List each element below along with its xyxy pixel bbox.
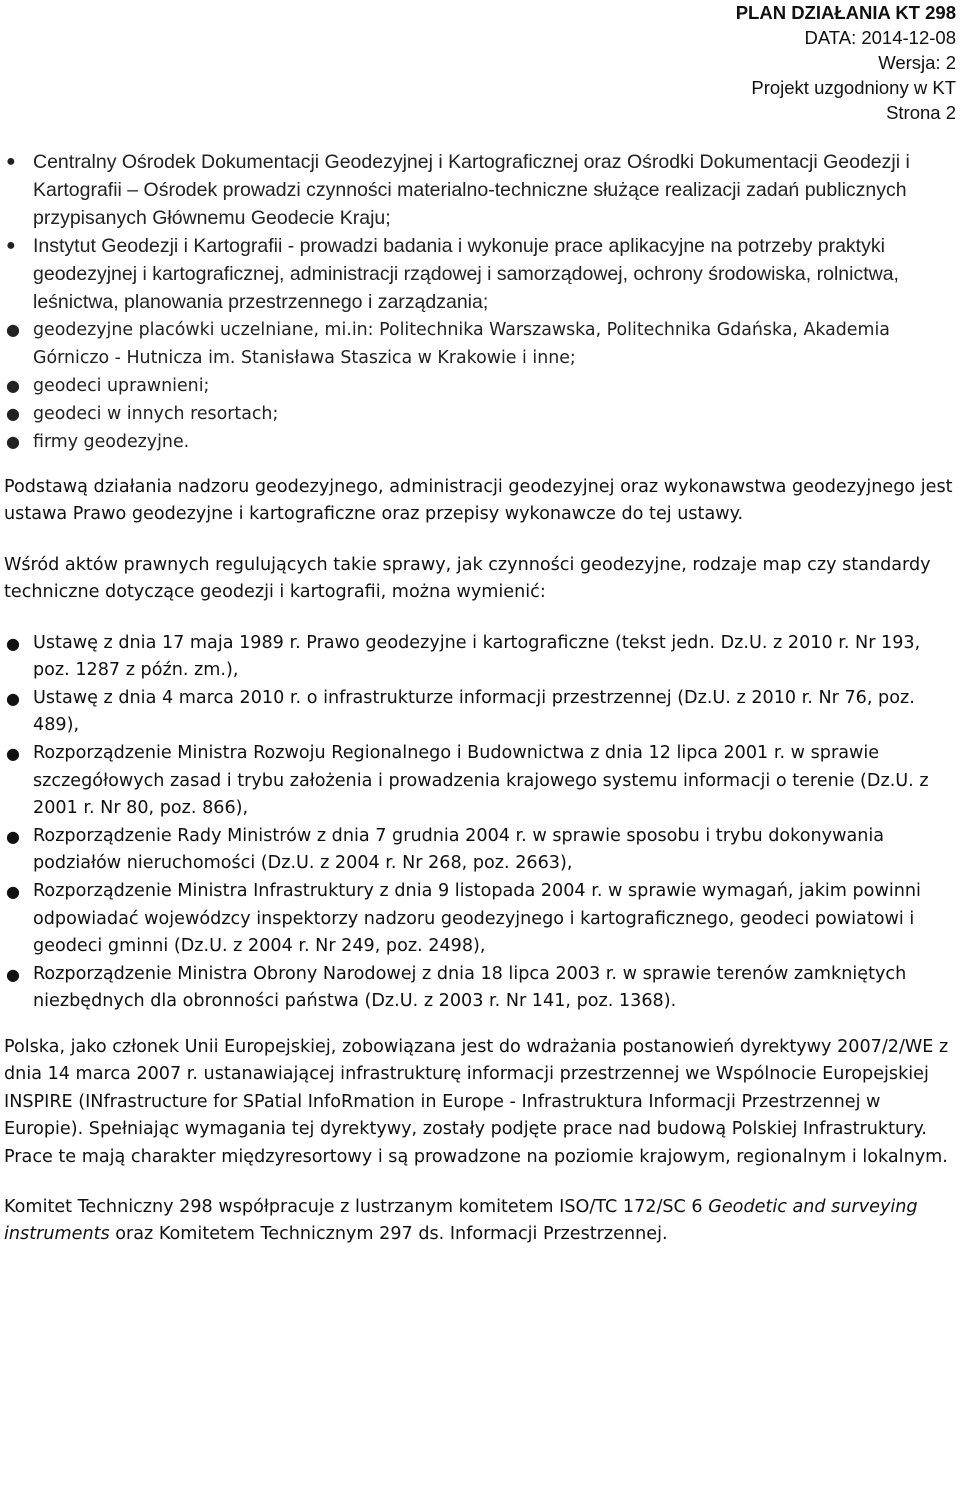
document-status: Projekt uzgodniony w KT <box>751 77 956 98</box>
institutions-list <box>4 148 934 456</box>
list-item <box>4 148 934 232</box>
list-item-text: geodezyjne placówki uczelniane, mi.in: Politechnika Warszawska, Politechnika Gdańska, Akademia Górniczo - Hutnicza im. Stanisława Staszica w Krakowie i inne; <box>33 320 890 368</box>
paragraph-eu: Polska, jako członek Unii Europejskiej, zobowiązana jest do wdrażania postanowień dyrektywy 2007/2/WE z dnia 14 marca 2007 r. ustanawiającej infrastrukturę informacji przestrzennej we Wspólnocie Europejskiej INSPIRE (INfrastructure for SPatial InfoRmation in Europe - Infrastruktura Informacji Przestrzennej w Europie). Spełniając wymagania tej dyrektywy, zostały podjęte prace nad budową Polskiej Infrastruktury. Prace te mają charakter międzyresortowy i są prowadzone na poziomie krajowym, regionalnym i lokalnym. <box>4 1036 949 1167</box>
list-item <box>4 630 958 685</box>
list-item <box>4 372 934 400</box>
bullet-icon: ● <box>6 688 20 708</box>
paragraph-kt-italic: Geodetic and surveying instruments <box>4 1196 918 1245</box>
document-header <box>736 0 956 125</box>
list-item-text: Instytut Geodezji i Kartografii - prowadzi badania i wykonuje prace aplikacyjne na potrzeby praktyki geodezyjnej i kartograficznej, administracji rządowej i samorządowej, ochrony środowiska, rolnictwa, leśnictwa, planowania przestrzennego i zarządzania; <box>33 235 899 313</box>
paragraph-kt-text-end: oraz Komitetem Technicznym 297 ds. Informacji Przestrzennej. <box>109 1224 668 1245</box>
paragraph-basis: Podstawą działania nadzoru geodezyjnego, administracji geodezyjnej oraz wykonawstwa geodezyjnego jest ustawa Prawo geodezyjne i kartograficzne oraz przepisy wykonawcze do tej ustawy. <box>4 477 953 525</box>
list-item <box>4 400 934 428</box>
bullet-icon: ● <box>6 237 16 254</box>
list-item-text: firmy geodezyjne. <box>33 432 190 452</box>
list-item <box>4 428 934 456</box>
document-version: Wersja: 2 <box>878 52 956 73</box>
bullet-icon: ● <box>6 404 20 423</box>
legal-acts-list <box>4 630 958 1016</box>
bullet-icon: ● <box>6 432 20 451</box>
bullet-icon: ● <box>6 633 20 653</box>
bullet-icon: ● <box>6 881 20 901</box>
bullet-icon: ● <box>6 153 16 170</box>
paragraph-kt-text: Komitet Techniczny 298 współpracuje z lustrzanym komitetem ISO/TC 172/SC 6 <box>4 1196 709 1217</box>
list-item-text: Ustawę z dnia 4 marca 2010 r. o infrastrukturze informacji przestrzennej (Dz.U. z 2010 r. Nr 76, poz. 489), <box>33 687 915 736</box>
paragraph-acts-intro: Wśród aktów prawnych regulujących takie sprawy, jak czynności geodezyjne, rodzaje map czy standardy techniczne dotyczące geodezji i kartografii, można wymienić: <box>4 554 931 603</box>
list-item-text: Rozporządzenie Rady Ministrów z dnia 7 grudnia 2004 r. w sprawie sposobu i trybu dokonywania podziałów nieruchomości (Dz.U. z 2004 r. Nr 268, poz. 2663), <box>33 825 885 874</box>
bullet-icon: ● <box>6 826 20 846</box>
list-item <box>4 685 958 740</box>
list-item-text: Ustawę z dnia 17 maja 1989 r. Prawo geodezyjne i kartograficzne (tekst jedn. Dz.U. z 2010 r. Nr 193, poz. 1287 z późn. zm.), <box>33 632 921 681</box>
list-item <box>4 740 958 823</box>
list-item <box>4 316 934 372</box>
list-item <box>4 961 958 1016</box>
bullet-icon: ● <box>6 964 20 984</box>
list-item-text: geodeci uprawnieni; <box>33 376 210 396</box>
page-number: Strona 2 <box>886 102 956 123</box>
list-item-text: Rozporządzenie Ministra Obrony Narodowej z dnia 18 lipca 2003 r. w sprawie terenów zamkniętych niezbędnych dla obronności państwa (Dz.U. z 2003 r. Nr 141, poz. 1368). <box>33 963 907 1012</box>
list-item-text: geodeci w innych resortach; <box>33 404 279 424</box>
document-date: DATA: 2014-12-08 <box>804 27 956 48</box>
bullet-icon: ● <box>6 744 20 763</box>
list-item <box>4 232 934 316</box>
bullet-icon: ● <box>6 376 20 395</box>
list-item-text: Rozporządzenie Ministra Infrastruktury z dnia 9 listopada 2004 r. w sprawie wymagań, jakim powinni odpowiadać wojewódzcy inspektorzy nadzoru geodezyjnego i kartograficznego, geodeci powiatowi i geodeci gminni (Dz.U. z 2004 r. Nr 249, poz. 2498), <box>33 880 921 957</box>
document-body <box>4 148 958 1249</box>
bullet-icon: ● <box>6 320 20 339</box>
list-item-text: Rozporządzenie Ministra Rozwoju Regionalnego i Budownictwa z dnia 12 lipca 2001 r. w sprawie szczegółowych zasad i trybu założenia i prowadzenia krajowego systemu informacji o terenie (Dz.U. z 2001 r. Nr 80, poz. 866), <box>33 743 929 819</box>
list-item <box>4 823 958 878</box>
list-item <box>4 878 958 961</box>
list-item-text: Centralny Ośrodek Dokumentacji Geodezyjnej i Kartograficznej oraz Ośrodki Dokumentacji Geodezji i Kartografii – Ośrodek prowadzi czynności materialno-techniczne służące realizacji zadań publicznych przypisanych Głównemu Geodecie Kraju; <box>33 151 910 229</box>
paragraph-kt <box>4 1194 958 1249</box>
document-title: PLAN DZIAŁANIA KT 298 <box>735 2 956 23</box>
